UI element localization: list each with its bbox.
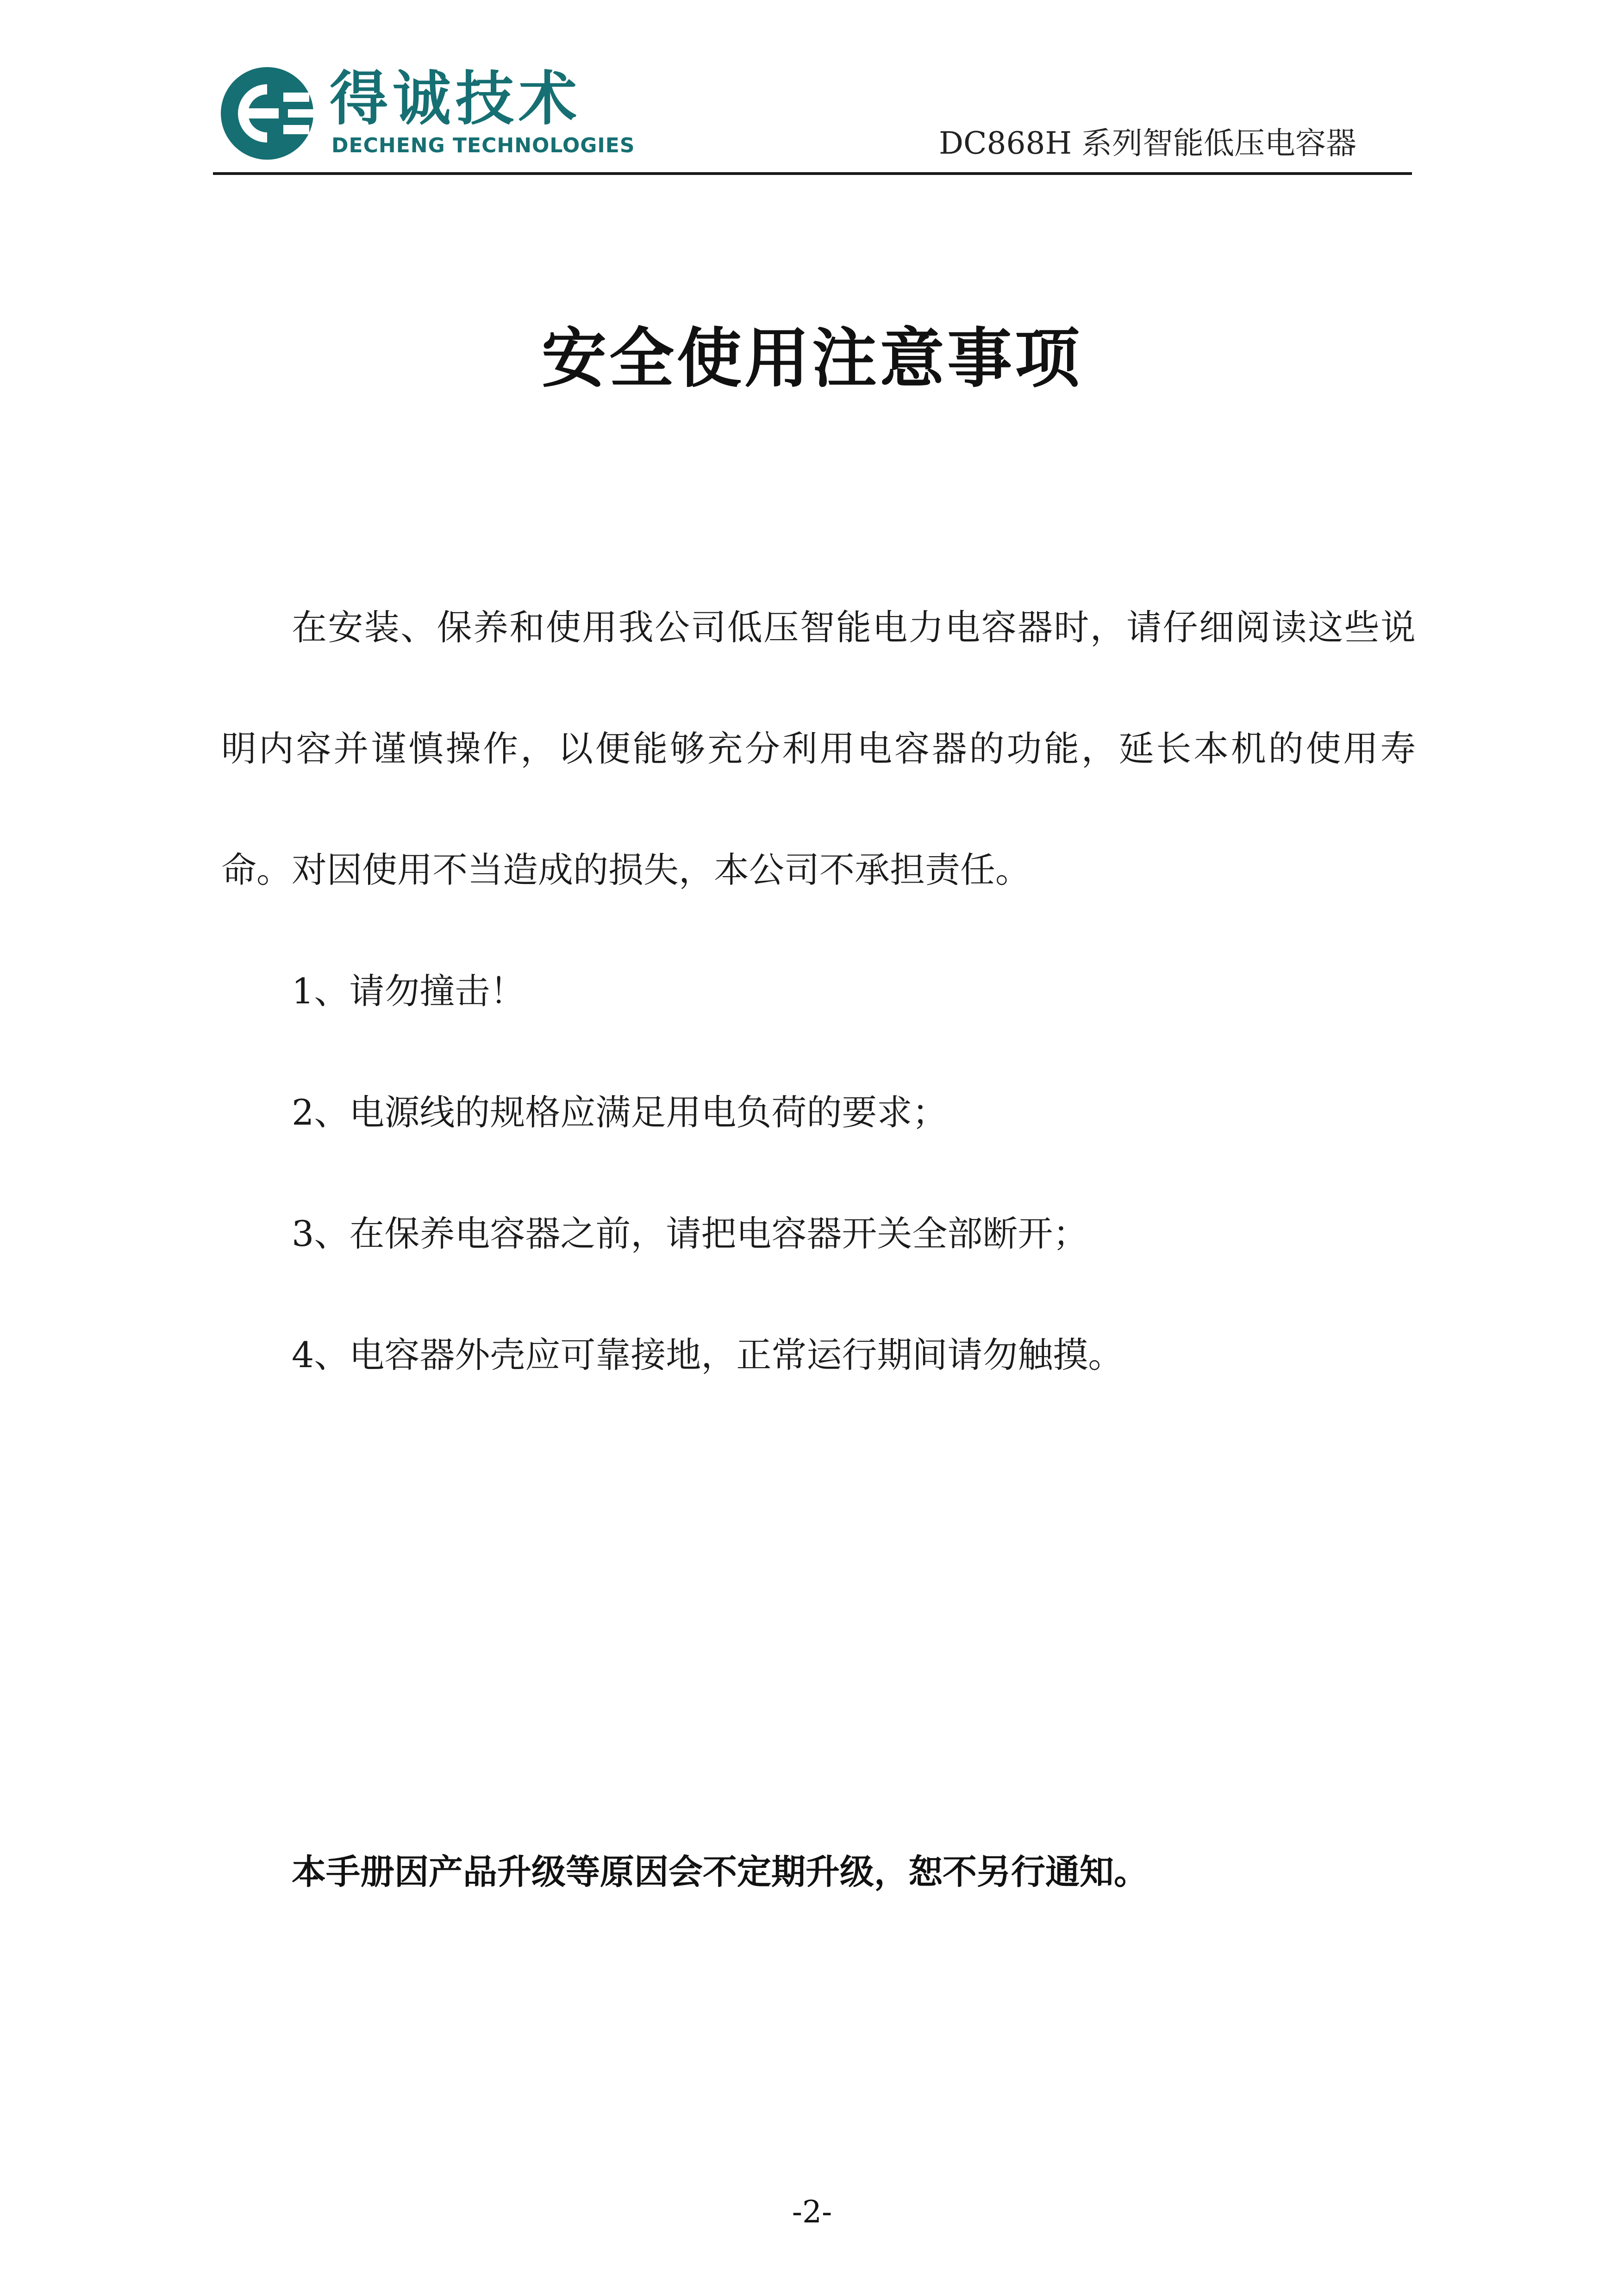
safety-list [221,931,1416,1416]
header-divider [213,172,1412,175]
upgrade-notice: 本手册因产品升级等原因会不定期升级，恕不另行通知。 [292,1852,1148,1892]
header-product-series: DC868H 系列智能低压电容器 [939,125,1356,161]
page-title: 安全使用注意事项 [541,321,1082,397]
company-logo [219,65,635,167]
page-number: -2- [792,2194,832,2230]
list-item: 4、电容器外壳应可靠接地，正常运行期间请勿触摸。 [292,1334,1124,1375]
logo-brand-cn: 得诚技术 [330,65,581,133]
list-item: 1、请勿撞击！ [292,971,525,1012]
intro-paragraph: 在安装、保养和使用我公司低压智能电力电容器时，请仔细阅读这些说明内容并谨慎操作，以便能够充分利用电容器的功能，延长本机的使用寿命。对因使用不当造成的损失，本公司不承担责任。 [221,607,1416,890]
decheng-logo-icon [219,65,316,162]
page-header [213,56,1412,175]
list-item: 2、电源线的规格应满足用电负荷的要求； [292,1092,948,1133]
list-item: 3、在保养电容器之前，请把电容器开关全部断开； [292,1213,1088,1254]
logo-brand-en: DECHENG TECHNOLOGIES [331,134,635,157]
main-content [221,567,1416,1416]
